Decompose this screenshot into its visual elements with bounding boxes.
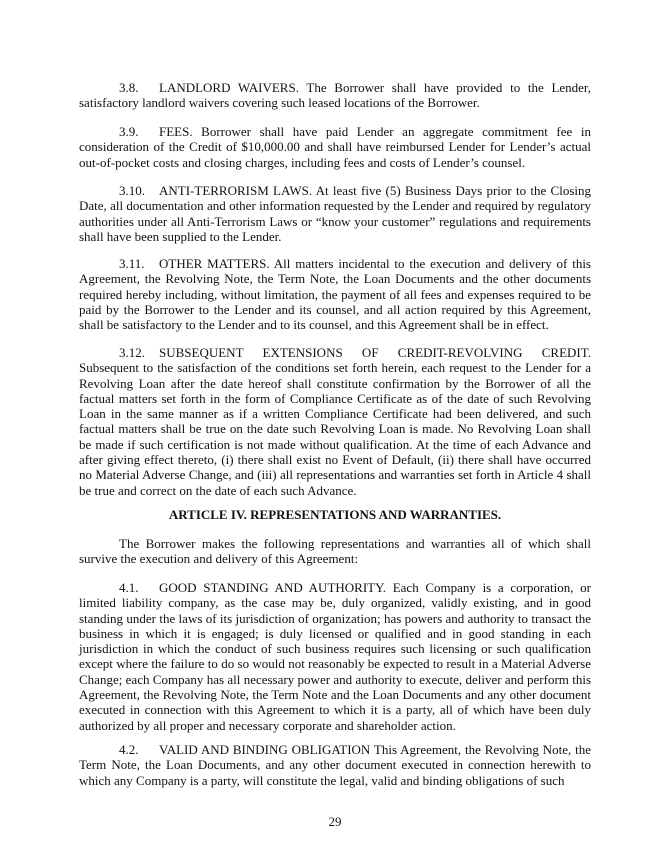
section-text: FEES. Borrower shall have paid Lender an aggregate commitment fee in consideration of the Credit of $10,000.00 and shall have reimbursed Lender for Lender’s actual out-of-pocket costs and closing charges, including fees and costs of Lender’s counsel.: [79, 124, 591, 170]
section-4-2: [79, 742, 591, 788]
section-number: 3.12.: [119, 345, 145, 360]
section-text: OTHER MATTERS. All matters incidental to the execution and delivery of this Agreement, the Revolving Note, the Term Note, the Loan Documents and the other documents required hereby including, without limitation, the payment of all fees and expenses required to be paid by the Borrower to the Lender and its counsel, and all action required by this Agreement, shall be satisfactory to the Lender and to its counsel, and this Agreement shall be in effect.: [79, 256, 591, 333]
section-number: 4.2.: [119, 742, 139, 757]
section-text: Subsequent to the satisfaction of the conditions set forth herein, each request to the Lender for a Revolving Loan after the date hereof shall constitute confirmation by the Borrower of all the factual matters set forth in the form of Compliance Certificate as of the date of such Revolving Loan in the same manner as if a written Compliance Certificate had been delivered, and such factual matters shall be true on the date such Revolving Loan is made. No Revolving Loan shall be made if such certification is not made without qualification. At the time of each Advance and after giving effect thereto, (i) there shall exist no Event of Default, (ii) there shall have occurred no Material Adverse Change, and (iii) all representations and warranties set forth in Article 4 shall be true and correct on the date of each such Advance.: [79, 360, 591, 498]
section-3-8: [79, 80, 591, 111]
section-number: 3.8.: [119, 80, 139, 95]
document-page: [79, 0, 591, 867]
section-text: VALID AND BINDING OBLIGATION This Agreement, the Revolving Note, the Term Note, the Loan Documents, and any other document executed in connection herewith to which any Company is a party, will constitute the legal, valid and binding obligations of such: [79, 742, 591, 788]
section-4-1: [79, 580, 591, 733]
section-3-9: [79, 124, 591, 170]
article-intro: The Borrower makes the following representations and warranties all of which shall survive the execution and delivery of this Agreement:: [79, 536, 591, 567]
section-3-11: [79, 256, 591, 332]
section-text: ANTI-TERRORISM LAWS. At least five (5) Business Days prior to the Closing Date, all documentation and other information requested by the Lender and required by regulatory authorities under all Anti-Terrorism Laws or “know your customer” regulations and requirements shall have been supplied to the Lender.: [79, 183, 591, 244]
section-number: 3.11.: [119, 256, 145, 271]
section-3-10: [79, 183, 591, 244]
section-number: 4.1.: [119, 580, 139, 595]
section-heading: SUBSEQUENT EXTENSIONS OF CREDIT-REVOLVING CREDIT.: [159, 345, 591, 360]
section-text: GOOD STANDING AND AUTHORITY. Each Company is a corporation, or limited liability company, as the case may be, duly organized, validly existing, and in good standing under the laws of its jurisdiction of organization; has powers and authority to transact the business in which it is engaged; is duly licensed or qualified and in good standing in each jurisdiction in which the conduct of such business requires such licensing or such qualification except where the failure to do so would not reasonably be expected to result in a Material Adverse Change; each Company has all necessary power and authority to execute, deliver and perform this Agreement, the Revolving Note, the Term Note and the Loan Documents and any other document executed in connection with this Agreement to which it is a party, all of which have been duly authorized by all proper and necessary corporate and shareholder action.: [79, 580, 591, 733]
section-number: 3.10.: [119, 183, 145, 198]
article-heading: ARTICLE IV. REPRESENTATIONS AND WARRANTIES.: [168, 507, 502, 522]
section-3-12: [79, 345, 591, 498]
section-heading-line: [79, 345, 591, 360]
page-number: 29: [328, 814, 342, 829]
section-text: LANDLORD WAIVERS. The Borrower shall have provided to the Lender, satisfactory landlord waivers covering such leased locations of the Borrower.: [79, 80, 591, 111]
section-number: 3.9.: [119, 124, 139, 139]
